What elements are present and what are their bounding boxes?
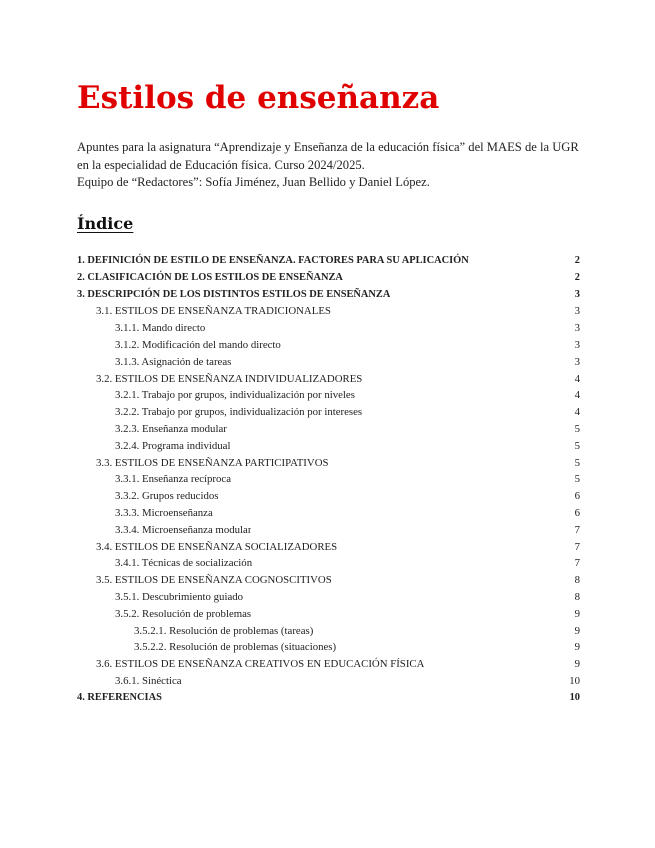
toc-entry-title: 3.4.1. Técnicas de socialización [115,557,253,570]
toc-entry-title: 3.2.3. Enseñanza modular [115,422,227,435]
toc-entry-page-number: 5 [574,422,580,435]
toc-entry-page-number: 7 [574,523,580,536]
toc-entry-title: 3.5.1. Descubrimiento guiado [115,590,244,603]
toc-entry-title: 3.5.2.1. Resolución de problemas (tareas) [134,624,314,637]
toc-entry-page-number: 9 [574,624,580,637]
toc-entry-title: 3.1.1. Mando directo [115,322,206,335]
toc-entry[interactable] [77,505,580,522]
toc-entry-title: 3.3.3. Microenseñanza [115,506,213,519]
toc-entry[interactable] [77,303,580,320]
toc-entry-title: 3.3.4. Microenseñanza modular [115,523,252,536]
toc-entry-title: 2. CLASIFICACIÓN DE LOS ESTILOS DE ENSEÑANZA [77,271,343,283]
toc-entry[interactable] [77,337,580,354]
toc-entry[interactable] [77,404,580,421]
toc-entry-title: 3.3. ESTILOS DE ENSEÑANZA PARTICIPATIVOS [96,456,329,469]
toc-entry-page-number: 4 [574,406,580,419]
toc-entry[interactable] [77,623,580,640]
toc-entry-page-number: 10 [569,691,580,703]
toc-entry[interactable] [77,589,580,606]
table-of-contents [77,253,580,707]
toc-entry-title: 3.2.2. Trabajo por grupos, individualización por intereses [115,406,363,419]
toc-entry[interactable] [77,555,580,572]
toc-entry-title: 3.6.1. Sinéctica [115,674,182,687]
toc-entry-page-number: 6 [574,506,580,519]
toc-entry[interactable] [77,488,580,505]
toc-entry[interactable] [77,421,580,438]
toc-entry[interactable] [77,639,580,656]
toc-entry[interactable] [77,270,580,287]
toc-entry[interactable] [77,371,580,388]
toc-entry-page-number: 10 [569,674,580,687]
toc-entry-title: 4. REFERENCIAS [77,691,162,703]
toc-entry[interactable] [77,690,580,707]
toc-entry[interactable] [77,387,580,404]
toc-entry-title: 3.1.3. Asignación de tareas [115,355,232,368]
toc-entry-page-number: 9 [574,658,580,671]
toc-entry[interactable] [77,455,580,472]
toc-entry-page-number: 3 [574,305,580,318]
toc-entry-page-number: 7 [574,540,580,553]
toc-entry-page-number: 9 [574,607,580,620]
toc-entry-title: 3.2. ESTILOS DE ENSEÑANZA INDIVIDUALIZADORES [96,372,363,385]
toc-entry-page-number: 7 [574,557,580,570]
intro-paragraph-course: Apuntes para la asignatura “Aprendizaje y Enseñanza de la educación física” del MAES de la UGR en la especialidad de Educación física. Curso 2024/2025. [77,140,579,172]
toc-entry-page-number: 2 [574,255,580,266]
toc-entry[interactable] [77,539,580,556]
toc-entry-page-number: 4 [574,372,580,385]
toc-entry[interactable] [77,287,580,304]
index-heading: Índice [77,214,134,233]
toc-entry-page-number: 6 [574,490,580,503]
toc-entry[interactable] [77,320,580,337]
toc-entry-page-number: 3 [574,338,580,351]
document-title: Estilos de enseñanza [77,80,440,116]
toc-entry-title: 3.5.2. Resolución de problemas [115,607,252,620]
intro-paragraph-team: Equipo de “Redactores”: Sofía Jiménez, Juan Bellido y Daniel López. [77,175,430,189]
toc-entry-page-number: 8 [574,590,580,603]
toc-entry[interactable] [77,522,580,539]
toc-entry-title: 3.3.1. Enseñanza recíproca [115,473,232,486]
toc-entry-title: 3.5.2.2. Resolución de problemas (situaciones) [134,641,337,654]
toc-entry-title: 3.6. ESTILOS DE ENSEÑANZA CREATIVOS EN EDUCACIÓN FÍSICA [96,658,425,671]
toc-entry-title: 3.2.1. Trabajo por grupos, individualización por niveles [115,389,355,402]
toc-entry-page-number: 2 [574,271,580,283]
toc-entry[interactable] [77,656,580,673]
toc-entry-page-number: 3 [574,288,580,300]
intro-text [77,139,582,192]
toc-entry[interactable] [77,673,580,690]
toc-entry-page-number: 9 [574,641,580,654]
toc-entry-title: 1. DEFINICIÓN DE ESTILO DE ENSEÑANZA. FACTORES PARA SU APLICACIÓN [77,255,469,266]
toc-entry[interactable] [77,572,580,589]
toc-entry-title: 3.2.4. Programa individual [115,439,231,452]
toc-entry-title: 3.1.2. Modificación del mando directo [115,338,281,351]
toc-entry[interactable] [77,471,580,488]
toc-entry[interactable] [77,438,580,455]
toc-entry-page-number: 3 [574,355,580,368]
toc-entry-title: 3.3.2. Grupos reducidos [115,490,219,503]
toc-entry-title: 3.1. ESTILOS DE ENSEÑANZA TRADICIONALES [96,305,331,318]
toc-entry-page-number: 5 [574,456,580,469]
toc-entry[interactable] [77,253,580,270]
toc-entry-title: 3. DESCRIPCIÓN DE LOS DISTINTOS ESTILOS DE ENSEÑANZA [77,288,391,300]
toc-entry-page-number: 8 [574,574,580,587]
toc-entry-title: 3.4. ESTILOS DE ENSEÑANZA SOCIALIZADORES [96,540,338,553]
toc-entry-page-number: 3 [574,322,580,335]
toc-entry[interactable] [77,606,580,623]
toc-entry-page-number: 4 [574,389,580,402]
toc-entry-title: 3.5. ESTILOS DE ENSEÑANZA COGNOSCITIVOS [96,574,332,587]
toc-entry-page-number: 5 [574,473,580,486]
toc-entry[interactable] [77,354,580,371]
toc-entry-page-number: 5 [574,439,580,452]
